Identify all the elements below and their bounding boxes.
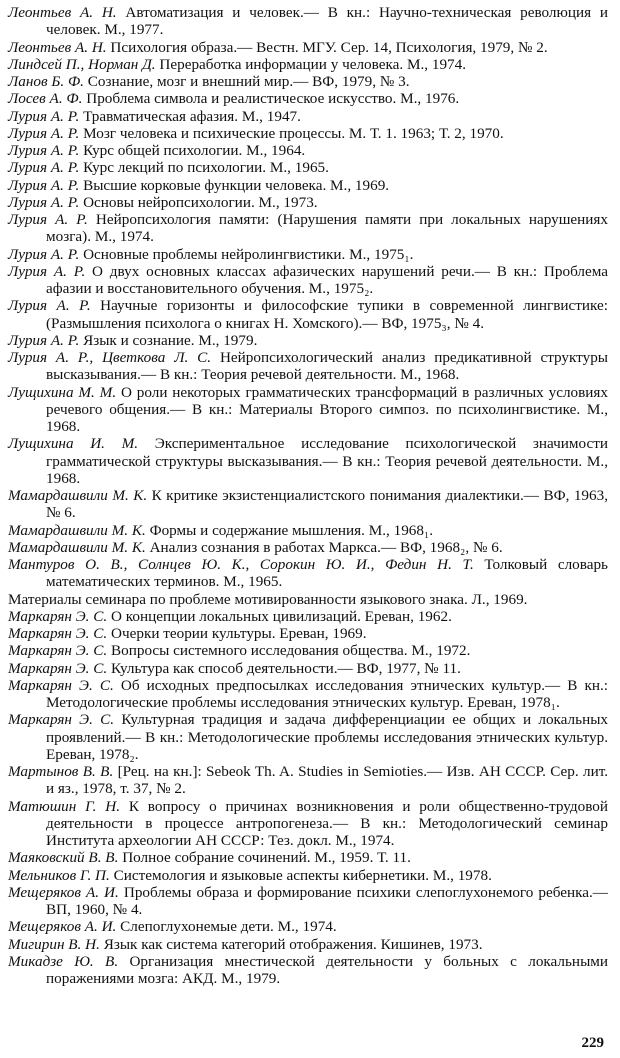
bibliography-entry — [8, 297, 608, 332]
entry-text: Проблемы образа и формирование психики слепоглухонемого ребенка.— ВП, 1960, № 4. — [46, 883, 608, 918]
entry-text: Язык и сознание. М., 1979. — [83, 331, 258, 349]
entry-author: Лурия А. Р. — [8, 211, 88, 228]
entry-author: Лурия А. Р., Цветкова Л. С. — [8, 349, 212, 366]
entry-text: Проблема символа и реалистическое искусство. М., 1976. — [86, 90, 460, 108]
bibliography-entry — [8, 56, 608, 73]
entry-text: К критике экзистенциалистского понимания диалектики.— ВФ, 1963, № 6. — [46, 487, 609, 522]
entry-author: Мигирин В. Н. — [8, 935, 100, 953]
entry-text: Курс лекций по психологии. М., 1965. — [83, 159, 329, 177]
entry-author: Матюшин Г. Н. — [8, 797, 121, 815]
entry-text: О концепции локальных цивилизаций. Ереван, 1962. — [111, 607, 452, 625]
entry-text: Психология образа.— Вестн. МГУ. Сер. 14, Психология, 1979, № 2. — [110, 38, 548, 56]
entry-text: Переработка информации у человека. М., 1974. — [159, 55, 467, 73]
entry-text: К вопросу о причинах возникновения и роли общественно-трудовой деятельности в процессе антропогенеза.— В кн.: Методологический семинар Института археологии АН СССР: Тез. докл. М., 1974. — [46, 797, 609, 849]
bibliography-entry — [8, 4, 608, 39]
entry-text: Толковый словарь математических терминов. М., 1965. — [46, 556, 608, 591]
entry-author: Лосев А. Ф. — [8, 90, 83, 108]
bibliography-entry — [8, 867, 608, 884]
entry-author: Мамардашвили М. К. — [8, 487, 148, 504]
page-number: 229 — [581, 1035, 604, 1051]
bibliography-entry — [8, 211, 608, 246]
bibliography-entry — [8, 246, 608, 263]
entry-author: Лурия А. Р. — [8, 297, 91, 315]
entry-author: Лурия А. Р. — [8, 142, 80, 159]
entry-author: Мещеряков А. И. — [8, 883, 119, 901]
bibliography-entry — [8, 608, 608, 625]
bibliography-entry — [8, 677, 608, 712]
entry-text: Сознание, мозг и внешний мир.— ВФ, 1979, № 3. — [87, 73, 410, 90]
entry-text: Язык как система категорий отображения. Кишинев, 1973. — [103, 935, 483, 953]
bibliography-entry — [8, 539, 608, 556]
entry-text: Травматическая афазия. М., 1947. — [83, 107, 301, 125]
entry-text: Анализ сознания в работах Маркса.— ВФ, 1968₂, № 6. — [149, 538, 503, 556]
entry-author: Мещеряков А. И. — [8, 918, 117, 936]
entry-text: Материалы семинара по проблеме мотивированности языкового знака. Л., 1969. — [8, 590, 528, 608]
entry-author: Мельников Г. П. — [8, 866, 110, 884]
bibliography-entry — [8, 263, 608, 298]
bibliography-entry — [8, 798, 608, 850]
entry-text: Научные горизонты и философские тупики в современной лингвистике: (Размышления психолога о книгах Н. Хомского).— ВФ, 1975₃, № 4. — [46, 297, 609, 332]
entry-author: Лурия А. Р. — [8, 107, 80, 125]
entry-text: Полное собрание сочинений. М., 1959. Т. 11. — [122, 849, 411, 867]
entry-author: Мантуров О. В., Солнцев Ю. К., Сорокин Ю. И., Федин Н. Т. — [8, 556, 474, 573]
bibliography-entry — [8, 918, 608, 935]
bibliography-entry — [8, 953, 608, 988]
bibliography-entry — [8, 125, 608, 142]
bibliography-entry — [8, 90, 608, 107]
bibliography-entry — [8, 522, 608, 539]
entry-author: Маркарян Э. С. — [8, 625, 108, 642]
entry-text: Очерки теории культуры. Ереван, 1969. — [111, 625, 367, 642]
entry-author: Мартынов В. В. — [8, 763, 114, 780]
entry-text: Организация мнестической деятельности у больных с локальными поражениями мозга: АКД. М., 1979. — [46, 952, 609, 987]
bibliography-list — [8, 4, 608, 987]
entry-text: Системология и языковые аспекты кибернетики. М., 1978. — [113, 866, 492, 884]
entry-author: Маркарян Э. С. — [8, 659, 108, 677]
bibliography-entry — [8, 660, 608, 677]
entry-text: Нейропсихологический анализ предикативной структуры высказывания.— В кн.: Теория речевой деятельности. М., 1968. — [46, 349, 609, 384]
entry-author: Леонтьев А. Н. — [8, 4, 117, 21]
bibliography-entry — [8, 711, 608, 763]
entry-author: Маркарян Э. С. — [8, 676, 114, 694]
entry-author: Мамардашвили М. К. — [8, 521, 146, 539]
bibliography-entry — [8, 349, 608, 384]
entry-author: Леонтьев А. Н. — [8, 38, 107, 56]
entry-text: Культура как способ деятельности.— ВФ, 1977, № 11. — [111, 659, 461, 677]
entry-author: Лущихина М. М. — [8, 383, 117, 401]
entry-text: О двух основных классах афазических нарушений речи.— В кн.: Проблема афазии и восстановительного обучения. М., 1975₂. — [46, 262, 608, 297]
entry-author: Мамардашвили М. К. — [8, 538, 146, 556]
entry-author: Лурия А. Р. — [8, 193, 80, 211]
bibliography-entry — [8, 591, 608, 608]
entry-author: Линдсей П., Норман Д. — [8, 55, 156, 73]
entry-author: Маяковский В. В. — [8, 849, 119, 867]
entry-text: Нейропсихология памяти: (Нарушения памяти при локальных нарушениях мозга). М., 1974. — [46, 211, 609, 246]
bibliography-entry — [8, 384, 608, 436]
entry-author: Маркарян Э. С. — [8, 711, 115, 729]
entry-author: Лурия А. Р. — [8, 245, 80, 263]
bibliography-entry — [8, 332, 608, 349]
entry-author: Маркарян Э. С. — [8, 642, 108, 660]
bibliography-entry — [8, 884, 608, 919]
entry-text: Курс общей психологии. М., 1964. — [83, 142, 306, 159]
entry-text: Автоматизация и человек.— В кн.: Научно-техническая революция и человек. М., 1977. — [46, 4, 608, 39]
entry-author: Лурия А. Р. — [8, 331, 80, 349]
bibliography-entry — [8, 73, 608, 90]
entry-author: Лурия А. Р. — [8, 124, 80, 142]
bibliography-entry — [8, 194, 608, 211]
bibliography-entry — [8, 625, 608, 642]
bibliography-entry — [8, 177, 608, 194]
entry-text: Вопросы системного исследования общества. М., 1972. — [111, 642, 471, 660]
bibliography-entry — [8, 487, 608, 522]
bibliography-entry — [8, 142, 608, 159]
bibliography-entry — [8, 556, 608, 591]
entry-text: Об исходных предпосылках исследования этнических культур.— В кн.: Методологические проблемы исследования этнических культур. Ереван, 1978₁. — [46, 676, 609, 711]
entry-text: Формы и содержание мышления. М., 1968₁. — [149, 521, 434, 539]
entry-text: Основные проблемы нейролингвистики. М., 1975₁. — [83, 245, 414, 263]
entry-text: Основы нейропсихологии. М., 1973. — [83, 193, 318, 211]
entry-text: Высшие корковые функции человека. М., 1969. — [83, 176, 390, 194]
entry-author: Маркарян Э. С. — [8, 607, 108, 625]
entry-text: [Рец. на кн.]: Sebeok Th. A. Studies in Semioties.— Изв. АН СССР. Сер. лит. и яз., 1978, т. 37, № 2. — [46, 763, 609, 798]
bibliography-entry — [8, 39, 608, 56]
entry-text: Экспериментальное исследование психологической значимости грамматической структуры высказывания.— В кн.: Теория речевой деятельности. М., 1968. — [46, 435, 609, 487]
bibliography-entry — [8, 435, 608, 487]
entry-text: Мозг человека и психические процессы. М. Т. 1. 1963; Т. 2, 1970. — [83, 124, 504, 142]
bibliography-entry — [8, 108, 608, 125]
bibliography-entry — [8, 763, 608, 798]
entry-author: Ланов Б. Ф. — [8, 73, 84, 90]
bibliography-entry — [8, 642, 608, 659]
bibliography-entry — [8, 159, 608, 176]
entry-author: Лущихина И. М. — [8, 435, 139, 453]
entry-author: Лурия А. Р. — [8, 262, 86, 280]
bibliography-entry — [8, 849, 608, 866]
entry-text: Культурная традиция и задача дифференциации ее общих и локальных проявлений.— В кн.: Методологические проблемы исследования этнических культур. Ереван, 1978₂. — [46, 711, 608, 763]
entry-text: О роли некоторых грамматических трансформаций в различных условиях речевого общения.— В кн.: Материалы Второго симпоз. по психолингвистике. М., 1968. — [46, 383, 608, 435]
entry-author: Лурия А. Р. — [8, 176, 80, 194]
bibliography-entry — [8, 936, 608, 953]
entry-author: Лурия А. Р. — [8, 159, 80, 177]
entry-author: Микадзе Ю. В. — [8, 952, 119, 970]
entry-text: Слепоглухонемые дети. М., 1974. — [120, 918, 337, 936]
